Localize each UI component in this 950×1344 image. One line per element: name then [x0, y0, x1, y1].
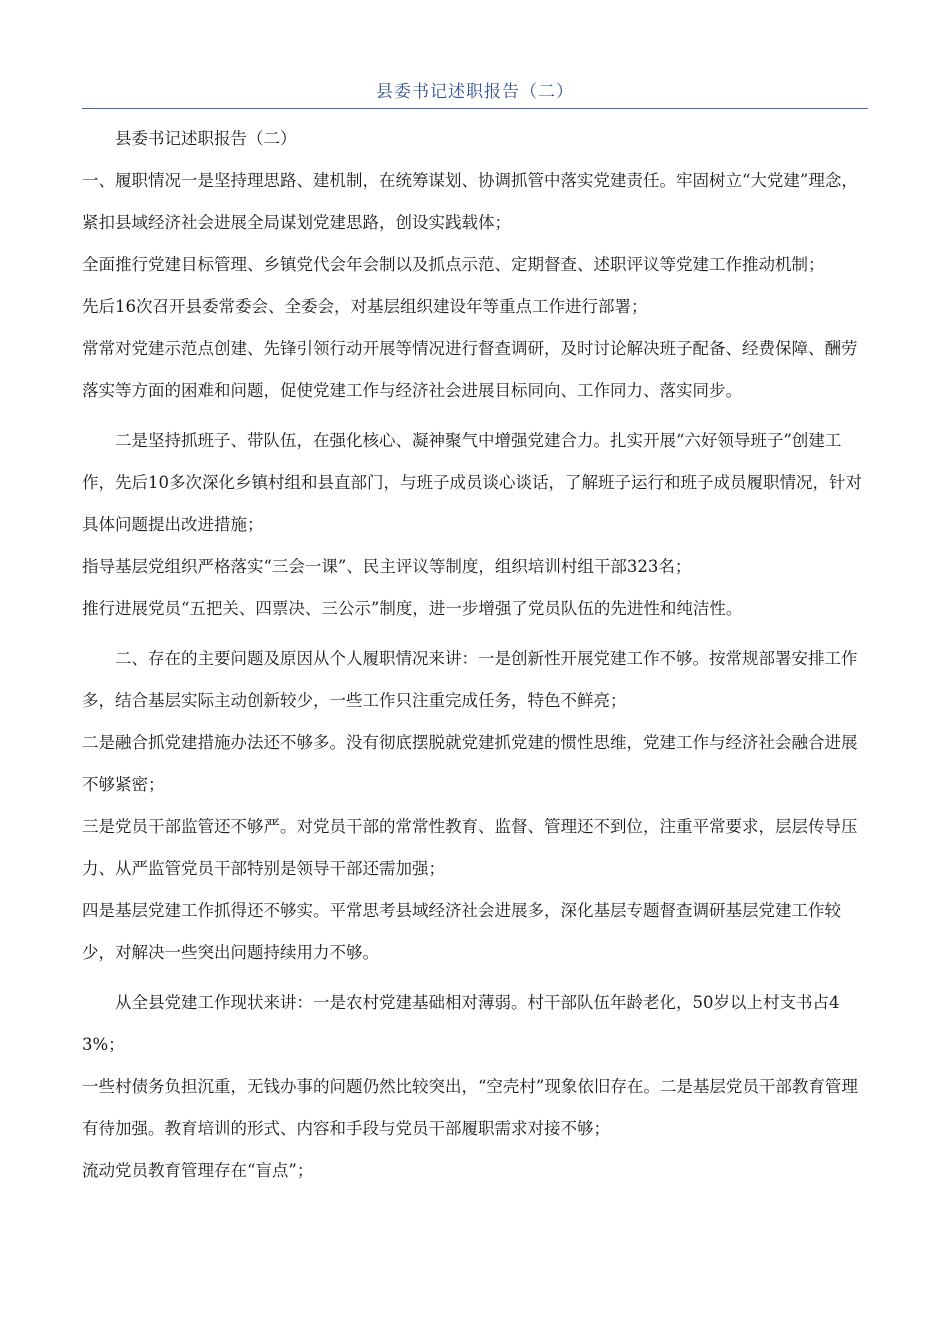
paragraph: 一些村债务负担沉重，无钱办事的问题仍然比较突出，“空壳村”现象依旧存在。二是基层党员干部教育管理有待加强。教育培训的形式、内容和手段与党员干部履职需求对接不够； [82, 1077, 858, 1138]
page-header-title: 县委书记述职报告（二） [376, 82, 574, 102]
document-body [82, 118, 868, 1192]
paragraph-doc-title: 县委书记述职报告（二） [115, 129, 297, 148]
paragraph: 流动党员教育管理存在“盲点”； [82, 1161, 314, 1180]
paragraph: 一、履职情况一是坚持理思路、建机制，在统筹谋划、协调抓管中落实党建责任。牢固树立“大党建”理念，紧扣县域经济社会进展全局谋划党建思路，创设实践载体； [82, 171, 858, 232]
paragraph: 全面推行党建目标管理、乡镇党代会年会制以及抓点示范、定期督查、述职评议等党建工作推动机制； [82, 255, 825, 274]
paragraph: 推行进展党员“五把关、四票决、三公示”制度，进一步增强了党员队伍的先进性和纯洁性。 [82, 599, 743, 618]
header-divider [82, 108, 868, 109]
paragraph: 二是坚持抓班子、带队伍，在强化核心、凝神聚气中增强党建合力。扎实开展“六好领导班子”创建工作，先后10多次深化乡镇村组和县直部门，与班子成员谈心谈话，了解班子运行和班子成员履职情况，针对具体问题提出改进措施； [82, 431, 862, 534]
paragraph: 指导基层党组织严格落实“三会一课”、民主评议等制度，组织培训村组干部323名； [82, 557, 692, 576]
paragraph: 三是党员干部监管还不够严。对党员干部的常常性教育、监督、管理还不到位，注重平常要求，层层传导压力、从严监管党员干部特别是领导干部还需加强； [82, 817, 858, 878]
paragraph: 四是基层党建工作抓得还不够实。平常思考县域经济社会进展多，深化基层专题督查调研基层党建工作较少，对解决一些突出问题持续用力不够。 [82, 901, 841, 962]
paragraph: 二、存在的主要问题及原因从个人履职情况来讲：一是创新性开展党建工作不够。按常规部署安排工作多，结合基层实际主动创新较少，一些工作只注重完成任务，特色不鲜亮； [82, 649, 858, 710]
paragraph: 先后16次召开县委常委会、全委会，对基层组织建设年等重点工作进行部署； [82, 297, 648, 316]
paragraph: 二是融合抓党建措施办法还不够多。没有彻底摆脱就党建抓党建的惯性思维，党建工作与经济社会融合进展不够紧密； [82, 733, 858, 794]
paragraph: 常常对党建示范点创建、先锋引领行动开展等情况进行督查调研，及时讨论解决班子配备、经费保障、酬劳落实等方面的困难和问题，促使党建工作与经济社会进展目标同向、工作同力、落实同步。 [82, 339, 858, 400]
paragraph: 从全县党建工作现状来讲：一是农村党建基础相对薄弱。村干部队伍年龄老化，50岁以上村支书占43%； [82, 993, 840, 1054]
